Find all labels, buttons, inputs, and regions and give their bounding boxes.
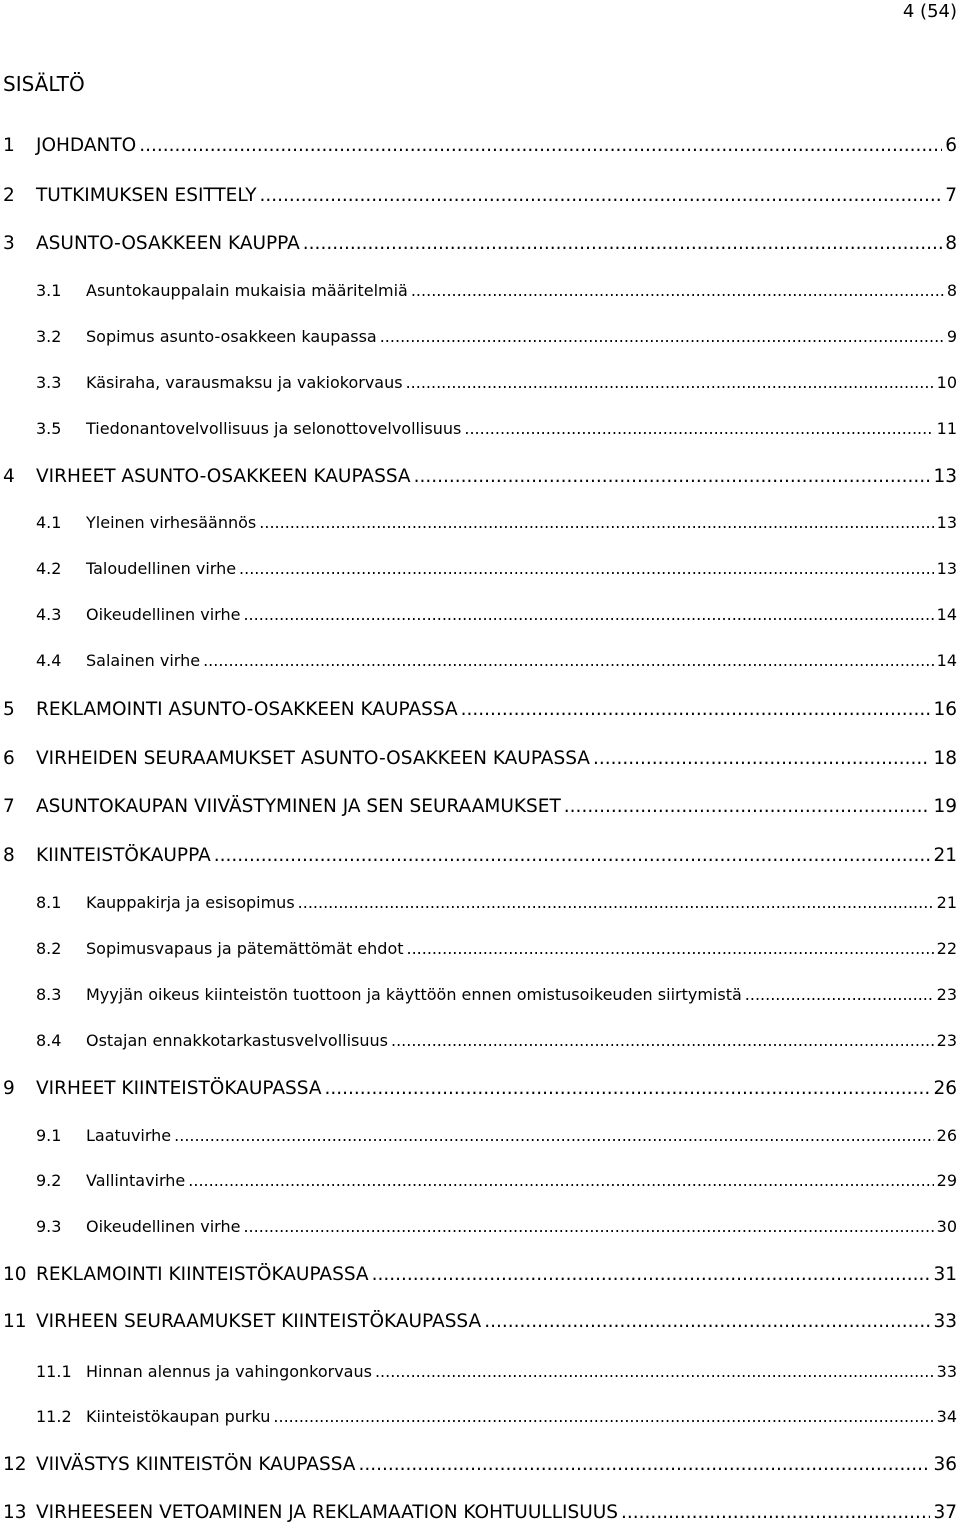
toc-entry-title: Kauppakirja ja esisopimus xyxy=(86,893,295,912)
toc-entry-title: REKLAMOINTI KIINTEISTÖKAUPASSA xyxy=(36,1264,369,1285)
toc-entry-page: 18 xyxy=(933,748,957,769)
toc-entry-number: 1 xyxy=(3,135,15,156)
toc-entry-number: 11.1 xyxy=(36,1362,72,1381)
toc-entry[interactable] xyxy=(0,1076,957,1102)
toc-entry[interactable] xyxy=(0,1030,957,1052)
toc-entry-page: 23 xyxy=(936,985,957,1004)
toc-entry-title: Yleinen virhesäännös xyxy=(86,513,257,532)
toc-entry-page: 13 xyxy=(933,466,957,487)
toc-dot-leader xyxy=(139,133,942,159)
toc-entry[interactable] xyxy=(0,1262,957,1288)
toc-entry-page: 16 xyxy=(933,699,957,720)
toc-entry-title: Oikeudellinen virhe xyxy=(86,605,241,624)
toc-dot-leader xyxy=(259,512,933,534)
toc-entry-number: 9.3 xyxy=(36,1217,62,1236)
toc-entry-title: Hinnan alennus ja vahingonkorvaus xyxy=(86,1362,372,1381)
toc-entry-page: 26 xyxy=(936,1126,957,1145)
toc-entry-page: 21 xyxy=(936,893,957,912)
toc-dot-leader xyxy=(564,794,931,820)
toc-entry-title: Myyjän oikeus kiinteistön tuottoon ja käyttöön ennen omistusoikeuden siirtymistä xyxy=(86,985,742,1004)
toc-entry-title: Ostajan ennakkotarkastusvelvollisuus xyxy=(86,1031,388,1050)
toc-entry[interactable] xyxy=(0,464,957,490)
toc-entry-number: 6 xyxy=(3,748,15,769)
toc-entry-page: 10 xyxy=(936,373,957,392)
toc-entry[interactable] xyxy=(0,938,957,960)
toc-entry-page: 19 xyxy=(933,796,957,817)
toc-entry-number: 11.2 xyxy=(36,1407,72,1426)
toc-entry-number: 3.2 xyxy=(36,327,62,346)
toc-entry[interactable] xyxy=(0,794,957,820)
toc-entry-page: 11 xyxy=(936,419,957,438)
toc-entry-number: 4 xyxy=(3,466,15,487)
toc-entry-page: 29 xyxy=(936,1171,957,1190)
toc-dot-leader xyxy=(188,1170,933,1192)
toc-entry[interactable] xyxy=(0,604,957,626)
toc-entry-title: VIRHEESEEN VETOAMINEN JA REKLAMAATION KOHTUULLISUUS xyxy=(36,1502,619,1523)
toc-dot-leader xyxy=(593,746,931,772)
toc-entry-title: Vallintavirhe xyxy=(86,1171,186,1190)
toc-entry-number: 3.3 xyxy=(36,373,62,392)
toc-entry[interactable] xyxy=(0,183,957,209)
toc-entry[interactable] xyxy=(0,512,957,534)
toc-dot-leader xyxy=(391,1030,934,1052)
toc-entry-title: Kiinteistökaupan purku xyxy=(86,1407,271,1426)
toc-entry-page: 14 xyxy=(936,605,957,624)
toc-entry-number: 3 xyxy=(3,233,15,254)
toc-heading: SISÄLTÖ xyxy=(3,72,85,96)
toc-dot-leader xyxy=(214,843,931,869)
toc-dot-leader xyxy=(407,938,934,960)
toc-entry-title: KIINTEISTÖKAUPPA xyxy=(36,845,211,866)
toc-entry-page: 8 xyxy=(946,281,957,300)
toc-dot-leader xyxy=(461,697,931,723)
toc-entry-number: 3.1 xyxy=(36,281,62,300)
toc-entry-title: Sopimus asunto-osakkeen kaupassa xyxy=(86,327,377,346)
toc-entry[interactable] xyxy=(0,558,957,580)
toc-entry[interactable] xyxy=(0,1361,957,1383)
toc-entry[interactable] xyxy=(0,1309,957,1335)
toc-entry[interactable] xyxy=(0,1406,957,1428)
toc-entry[interactable] xyxy=(0,1216,957,1238)
toc-dot-leader xyxy=(260,183,943,209)
toc-entry-title: Tiedonantovelvollisuus ja selonottovelvollisuus xyxy=(86,419,462,438)
toc-dot-leader xyxy=(303,231,942,257)
page-number: 4 (54) xyxy=(902,1,957,22)
toc-dot-leader xyxy=(273,1406,933,1428)
toc-entry[interactable] xyxy=(0,746,957,772)
toc-entry-number: 4.1 xyxy=(36,513,62,532)
toc-entry-number: 11 xyxy=(3,1311,27,1332)
toc-dot-leader xyxy=(484,1309,930,1335)
toc-entry-number: 4.4 xyxy=(36,651,62,670)
toc-entry-title: VIIVÄSTYS KIINTEISTÖN KAUPASSA xyxy=(36,1454,356,1475)
toc-entry[interactable] xyxy=(0,1170,957,1192)
toc-entry-page: 13 xyxy=(936,513,957,532)
toc-entry[interactable] xyxy=(0,326,957,348)
toc-entry[interactable] xyxy=(0,372,957,394)
toc-entry-number: 8 xyxy=(3,845,15,866)
toc-entry-title: Asuntokauppalain mukaisia määritelmiä xyxy=(86,281,408,300)
toc-entry-number: 8.1 xyxy=(36,893,62,912)
toc-entry[interactable] xyxy=(0,231,957,257)
toc-entry-number: 2 xyxy=(3,185,15,206)
toc-dot-leader xyxy=(375,1361,934,1383)
toc-entry[interactable] xyxy=(0,892,957,914)
toc-entry-number: 9 xyxy=(3,1078,15,1099)
toc-entry-number: 8.4 xyxy=(36,1031,62,1050)
toc-entry-page: 14 xyxy=(936,651,957,670)
toc-entry-page: 30 xyxy=(936,1217,957,1236)
toc-entry-title: VIRHEIDEN SEURAAMUKSET ASUNTO-OSAKKEEN KAUPASSA xyxy=(36,748,590,769)
toc-entry-title: TUTKIMUKSEN ESITTELY xyxy=(36,185,257,206)
toc-dot-leader xyxy=(745,984,934,1006)
toc-entry-title: Sopimusvapaus ja pätemättömät ehdot xyxy=(86,939,404,958)
toc-entry-number: 4.2 xyxy=(36,559,62,578)
toc-dot-leader xyxy=(243,1216,933,1238)
toc-dot-leader xyxy=(243,604,933,626)
toc-entry-number: 9.1 xyxy=(36,1126,62,1145)
toc-dot-leader xyxy=(174,1125,934,1147)
toc-entry-page: 9 xyxy=(946,327,957,346)
toc-entry-page: 37 xyxy=(933,1502,957,1523)
toc-entry-number: 3.5 xyxy=(36,419,62,438)
toc-entry[interactable] xyxy=(0,418,957,440)
toc-entry-number: 7 xyxy=(3,796,15,817)
toc-entry-number: 13 xyxy=(3,1502,27,1523)
toc-entry-number: 4.3 xyxy=(36,605,62,624)
toc-entry[interactable] xyxy=(0,843,957,869)
toc-entry-number: 8.2 xyxy=(36,939,62,958)
toc-dot-leader xyxy=(464,418,933,440)
toc-dot-leader xyxy=(298,892,934,914)
toc-entry[interactable] xyxy=(0,280,957,302)
toc-entry-page: 33 xyxy=(936,1362,957,1381)
toc-dot-leader xyxy=(380,326,944,348)
toc-entry-page: 13 xyxy=(936,559,957,578)
toc-dot-leader xyxy=(621,1500,930,1526)
toc-entry-title: VIRHEEN SEURAAMUKSET KIINTEISTÖKAUPASSA xyxy=(36,1311,482,1332)
toc-entry-title: VIRHEET ASUNTO-OSAKKEEN KAUPASSA xyxy=(36,466,411,487)
toc-entry-number: 10 xyxy=(3,1264,27,1285)
toc-entry-title: Laatuvirhe xyxy=(86,1126,172,1145)
toc-entry[interactable] xyxy=(0,650,957,672)
toc-entry-number: 8.3 xyxy=(36,985,62,1004)
toc-dot-leader xyxy=(358,1452,930,1478)
toc-entry-page: 7 xyxy=(945,185,957,206)
toc-entry-title: VIRHEET KIINTEISTÖKAUPASSA xyxy=(36,1078,322,1099)
toc-entry-title: ASUNTO-OSAKKEEN KAUPPA xyxy=(36,233,300,254)
toc-dot-leader xyxy=(325,1076,931,1102)
toc-entry-title: Taloudellinen virhe xyxy=(86,559,237,578)
toc-entry-page: 21 xyxy=(933,845,957,866)
toc-entry[interactable] xyxy=(0,1452,957,1478)
toc-entry-page: 36 xyxy=(933,1454,957,1475)
toc-entry[interactable] xyxy=(0,1125,957,1147)
toc-entry-page: 6 xyxy=(945,135,957,156)
toc-entry-page: 31 xyxy=(933,1264,957,1285)
toc-entry-title: Salainen virhe xyxy=(86,651,201,670)
toc-entry-number: 9.2 xyxy=(36,1171,62,1190)
toc-entry-page: 23 xyxy=(936,1031,957,1050)
toc-entry[interactable] xyxy=(0,1500,957,1526)
toc-dot-leader xyxy=(411,280,944,302)
toc-entry-page: 33 xyxy=(933,1311,957,1332)
toc-dot-leader xyxy=(414,464,931,490)
toc-entry[interactable] xyxy=(0,984,957,1006)
toc-entry-title: REKLAMOINTI ASUNTO-OSAKKEEN KAUPASSA xyxy=(36,699,458,720)
toc-dot-leader xyxy=(239,558,934,580)
toc-dot-leader xyxy=(406,372,934,394)
toc-dot-leader xyxy=(203,650,934,672)
toc-entry-number: 12 xyxy=(3,1454,27,1475)
toc-entry-title: Oikeudellinen virhe xyxy=(86,1217,241,1236)
toc-entry[interactable] xyxy=(0,133,957,159)
toc-entry-title: Käsiraha, varausmaksu ja vakiokorvaus xyxy=(86,373,403,392)
toc-entry-title: JOHDANTO xyxy=(36,135,137,156)
toc-entry-page: 26 xyxy=(933,1078,957,1099)
toc-entry-number: 5 xyxy=(3,699,15,720)
toc-dot-leader xyxy=(372,1262,931,1288)
toc-entry-title: ASUNTOKAUPAN VIIVÄSTYMINEN JA SEN SEURAAMUKSET xyxy=(36,796,561,817)
toc-entry[interactable] xyxy=(0,697,957,723)
toc-entry-page: 34 xyxy=(936,1407,957,1426)
toc-entry-page: 22 xyxy=(936,939,957,958)
toc-entry-page: 8 xyxy=(945,233,957,254)
